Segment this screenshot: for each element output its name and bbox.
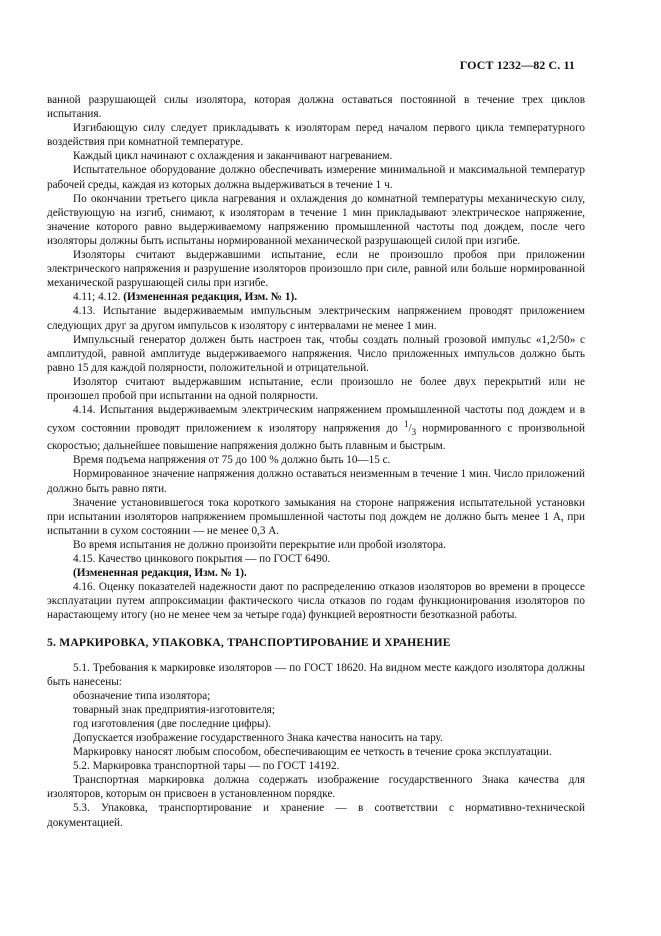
- paragraph: Изоляторы считают выдержавшими испытание, если не произошло пробоя при приложении электрического напряжения и разрушение изоляторов произошло при силе, равной или больше нормированной механической разрушающей силы при изгибе.: [47, 249, 585, 290]
- fraction-denominator: 3: [411, 427, 417, 438]
- paragraph: По окончании третьего цикла нагревания и охлаждения до комнатной температуры механическую силу, действующую на изгиб, снимают, к изоляторам в течение 1 мин прикладывают электрическое напряжение, значение которого равно выдерживаемому напряжению промышленной частоты под дождем, после чего изоляторы должны быть испытаны нормированной механической разрушающей силой при изгибе.: [47, 192, 585, 247]
- fraction-numerator: 1: [403, 419, 409, 430]
- amendment-note-text: (Измененная редакция, Изм. № 1).: [73, 567, 247, 580]
- text-run: 4.14. Испытания выдерживаемым электрическим напряжением промышленной частоты под дождем и в сухом состоянии проводят приложением к изолятору напряжения до: [47, 404, 585, 435]
- paragraph: 4.16. Оценку показателей надежности дают по распределению отказов изоляторов во времени в процессе эксплуатации путем аппроксимации фактического числа отказов по годам функционирования изоляторов по нарастающему итогу (но не менее чем за четыре года) функцией вероятности безотказной работы.: [47, 581, 585, 622]
- paragraph: Транспортная маркировка должна содержать изображение государственного Знака качества для изоляторов, которым он присвоен в установленном порядке.: [47, 774, 585, 801]
- list-item: год изготовления (две последние цифры).: [73, 717, 272, 730]
- paragraph: 4.15. Качество цинкового покрытия — по ГОСТ 6490.: [73, 552, 331, 565]
- paragraph: ванной разрушающей силы изолятора, которая должна оставаться постоянной в течение трех циклов испытания.: [47, 94, 585, 121]
- page-header: ГОСТ 1232—82 С. 11: [459, 58, 575, 72]
- paragraph-amendment: [47, 290, 585, 304]
- text-run: нормированного с произвольной скоростью; дальнейшее повышение напряжения должно быть плавным и быстрым.: [47, 422, 585, 453]
- amendment-note: [47, 566, 585, 580]
- paragraph: 5.1. Требования к маркировке изоляторов — по ГОСТ 18620. На видном месте каждого изолятора должны быть нанесены:: [47, 661, 585, 688]
- document-body: [47, 93, 585, 830]
- paragraph: 5.2. Маркировка транспортной тары — по ГОСТ 14192.: [73, 760, 340, 773]
- paragraph: Каждый цикл начинают с охлаждения и заканчивают нагреванием.: [73, 150, 393, 163]
- paragraph: Допускается изображение государственного Знака качества наносить на тару.: [73, 732, 443, 744]
- paragraph: Во время испытания не должно произойти перекрытие или пробой изолятора.: [73, 538, 446, 551]
- section-title: 5. МАРКИРОВКА, УПАКОВКА, ТРАНСПОРТИРОВАНИЕ И ХРАНЕНИЕ: [47, 636, 451, 650]
- paragraph: Время подъема напряжения от 75 до 100 % должно быть 10—15 с.: [73, 454, 391, 467]
- paragraph: 4.13. Испытание выдерживаемым импульсным электрическим напряжением проводят приложением следующих друг за другом импульсов к изолятору с интервалами не менее 1 мин.: [47, 305, 585, 332]
- paragraph: Маркировку наносят любым способом, обеспечивающим ее четкость в течение срока эксплуатации.: [73, 746, 552, 759]
- paragraph: Изгибающую силу следует прикладывать к изоляторам перед началом первого цикла температурного воздействия при комнатной температуре.: [47, 122, 585, 149]
- clause-number: 4.11; 4.12.: [73, 291, 121, 304]
- paragraph: Импульсный генератор должен быть настроен так, чтобы создать полный грозовой импульс «1,2/50» с амплитудой, равной амплитуде выдерживаемого напряжения. Число приложенных импульсов должно быть равно 15 для каждой полярности, положительной и отрицательной.: [47, 333, 585, 374]
- paragraph: Изолятор считают выдержавшим испытание, если произошло не более двух перекрытий или не произошел пробой при испытании на одной полярности.: [47, 375, 585, 402]
- paragraph: Нормированное значение напряжения должно оставаться неизменным в течение 1 мин. Число приложений должно быть равно пяти.: [47, 468, 585, 495]
- paragraph: 4.14. Испытания выдерживаемым электрическим напряжением промышленной частоты под дождем и в сухом состоянии проводят приложением к изолятору напряжения до $^1/_3$ нормированного с произвольной скоростью; дальнейшее повышение напряжения должно быть плавным и быстрым.: [47, 404, 585, 453]
- paragraph: Значение установившегося тока короткого замыкания на стороне напряжения испытательной установки при испытании изоляторов напряжением промышленной частоты под дождем не должно быть менее 1 А, при испытании в сухом состоянии — не менее 0,3 А.: [47, 496, 585, 537]
- amendment-note: (Измененная редакция, Изм. № 1).: [123, 291, 298, 304]
- list-item: обозначение типа изолятора;: [73, 689, 211, 702]
- paragraph: Испытательное оборудование должно обеспечивать измерение минимальной и максимальной температур рабочей среды, каждая из которых должна выдерживаться в течение 1 ч.: [47, 164, 585, 191]
- list-item: товарный знак предприятия-изготовителя;: [73, 703, 275, 716]
- paragraph: 5.3. Упаковка, транспортирование и хранение — в соответствии с нормативно-технической документацией.: [47, 802, 585, 829]
